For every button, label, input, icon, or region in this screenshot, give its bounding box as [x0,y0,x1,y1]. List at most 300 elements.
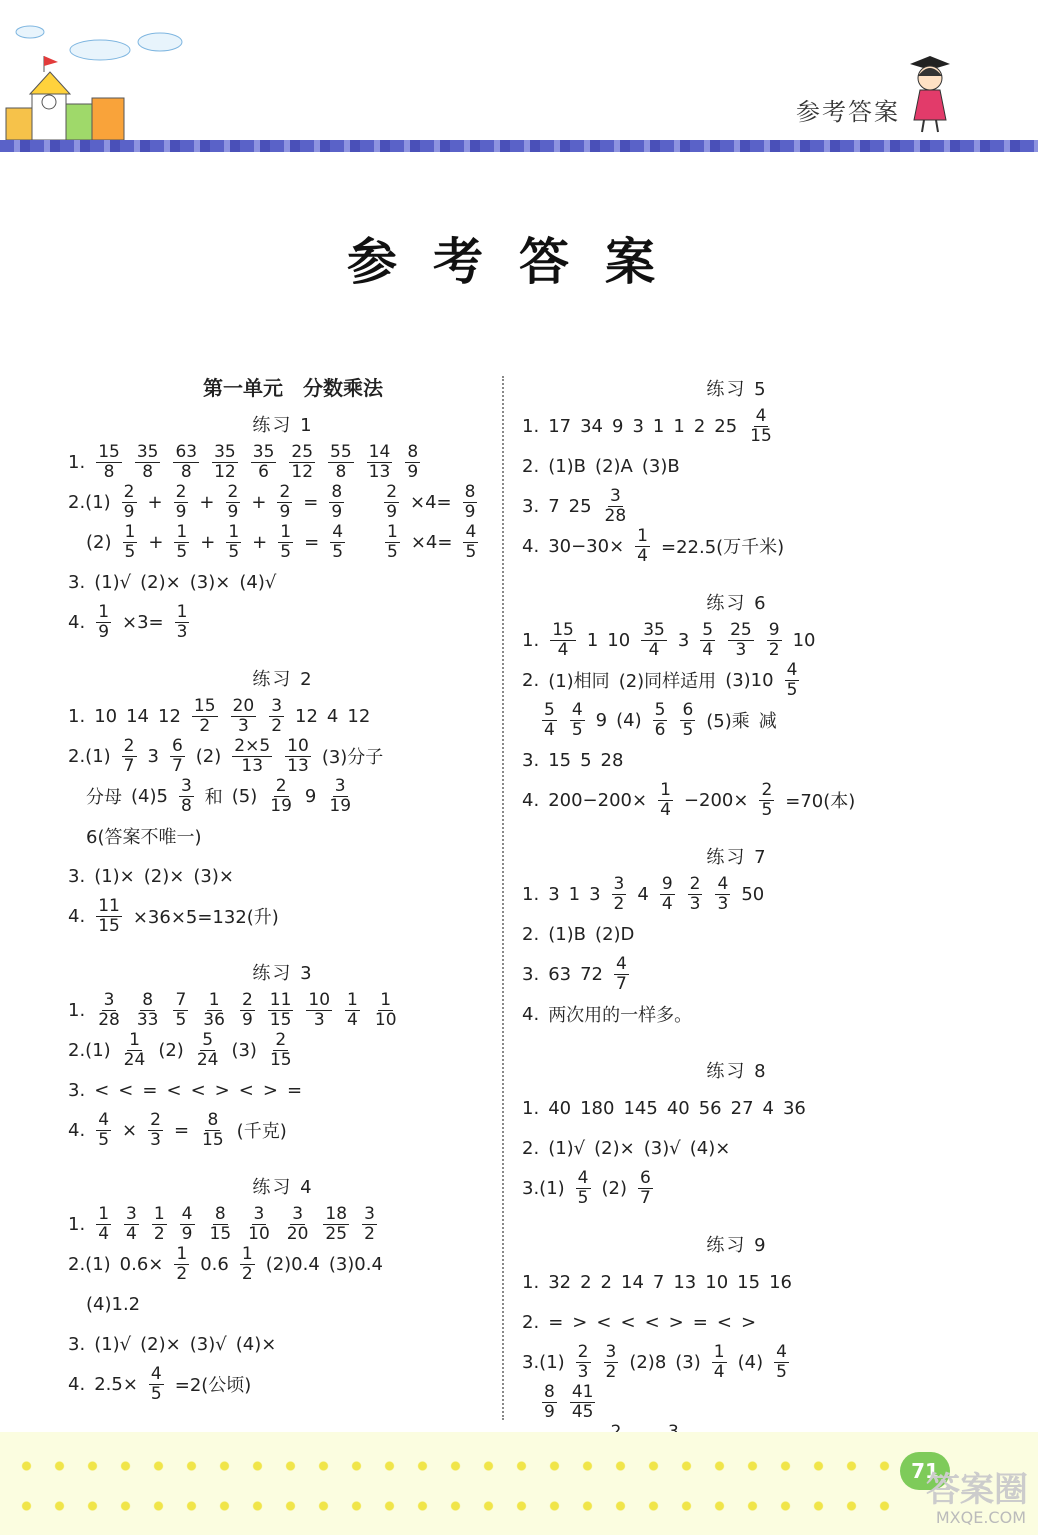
answer-text: + [252,531,268,553]
answer-text: = [173,1119,190,1141]
fraction-answer [249,443,279,482]
numerator: 1 [124,521,136,542]
answer-text: (2)同样适用 [618,671,717,692]
denominator: 28 [98,1009,120,1030]
fraction-answer [568,1383,598,1422]
fraction [240,1245,255,1284]
fraction-answer [403,443,422,482]
item-number: 1. [68,451,86,473]
fraction [362,1205,377,1244]
answer-text: < [118,1079,134,1101]
answer-text: 200−200× [548,789,648,811]
denominator: 2 [364,1223,375,1244]
denominator: 7 [171,755,183,776]
fraction-answer [574,1169,593,1208]
denominator: 20 [286,1223,309,1244]
fraction [542,1383,557,1422]
fraction [638,1169,653,1208]
header-title: 参考答案 [796,98,900,126]
fraction-answer [726,621,756,660]
answer-text: ×36×5=132(升) [132,907,279,928]
dot-row [10,1500,908,1512]
denominator: 4 [126,1223,137,1244]
answer-text: (3)B [641,455,680,477]
answer-text: > [740,1311,757,1333]
denominator: 2 [768,639,780,660]
denominator: 5 [98,1129,110,1150]
fraction [405,443,420,482]
fraction-answer [224,483,243,522]
fraction [149,1365,164,1404]
answer-line [68,522,498,562]
answer-text: 0.6× [119,1253,164,1275]
fraction [192,697,218,736]
denominator: 9 [241,1009,253,1030]
item-number: 1. [522,415,540,437]
fraction [700,621,715,660]
item-number: 3. [522,495,540,517]
fraction [195,1031,221,1070]
answer-text: (1)B [548,923,587,945]
fraction [174,523,189,562]
unit-title: 第一单元 分数乘法 [203,376,383,400]
answer-text: + [148,531,164,553]
item-number: 2.(1) [68,1039,111,1061]
denominator: 9 [386,501,398,522]
answer-text: < [716,1311,732,1333]
answer-text: 16 [769,1271,792,1293]
numerator: 2 [175,481,187,502]
fraction-answer [304,991,334,1030]
numerator: 20 [232,695,255,716]
section-title: 练习 6 [706,593,768,614]
fraction [268,777,294,816]
answer-line [522,1342,952,1382]
fraction-answer [783,661,802,700]
item-number: 1. [522,629,540,651]
denominator: 9 [175,501,187,522]
answer-text: (1)相同 [548,671,610,692]
denominator: 6 [654,719,666,740]
fraction-answer [328,523,347,562]
answer-text: 10 [705,1271,729,1293]
numerator: 1 [660,779,671,800]
fraction-answer [325,777,355,816]
fraction [269,697,284,736]
numerator: 1 [129,1029,140,1050]
fraction-answer [326,443,356,482]
numerator: 3 [609,485,621,506]
denominator: 9 [331,501,343,522]
fraction-answer [147,1365,166,1404]
answer-text: (2) [158,1039,184,1061]
answer-text: (3)10 [725,669,774,691]
numerator: 5 [702,619,714,640]
denominator: 2 [176,1263,188,1284]
numerator: 2 [386,481,398,502]
answer-text: (5)乘 [706,711,750,732]
answer-text: + [251,491,267,513]
fraction [174,1245,189,1284]
denominator: 2 [241,1263,253,1284]
answer-text: 1 [568,883,581,905]
fraction-answer [283,1205,313,1244]
numerator: 11 [98,895,120,916]
numerator: 3 [613,873,625,894]
answer-text: (2) [601,1177,627,1199]
fraction [604,1343,619,1382]
answer-text: (2)× [143,865,185,887]
answer-line [522,994,952,1034]
answer-line [522,700,952,740]
fraction-answer [568,701,587,740]
fraction-answer [461,483,480,522]
answer-text: 10 [792,629,816,651]
section-title: 练习 3 [252,963,314,984]
answer-line [68,736,498,776]
numerator: 4 [181,1203,193,1224]
fraction [550,621,576,660]
answer-text: (3) [675,1351,701,1373]
answer-text: 180 [580,1097,615,1119]
denominator: 2 [613,893,625,914]
denominator: 5 [571,719,583,740]
fraction-answer [206,1205,236,1244]
answer-line [522,1262,952,1302]
section-gap [68,642,498,660]
denominator: 33 [136,1009,159,1030]
answer-text: 3 [548,883,560,905]
answer-text: 12 [158,705,181,727]
numerator: 2 [577,1341,589,1362]
section-title: 练习 1 [252,415,314,436]
fraction-answer [757,781,776,820]
answer-text: (2)× [140,1333,181,1355]
fraction-answer [94,603,113,642]
fraction [268,1031,294,1070]
section-gap [68,936,498,954]
fraction [641,621,667,660]
fraction-answer [178,1205,197,1244]
denominator: 3 [689,893,701,914]
fraction [174,483,189,522]
fraction [278,523,293,562]
fraction [152,1205,167,1244]
item-number: 2. [522,455,540,477]
denominator: 3 [237,715,249,736]
answer-text: (3)× [193,865,234,887]
fraction [175,603,190,642]
answer-text: 27 [730,1097,754,1119]
answer-line [68,602,498,642]
denominator: 5 [682,719,694,740]
answer-text: (1)√ [94,1333,132,1355]
numerator: 4 [465,521,477,542]
answer-text: > [668,1311,684,1333]
numerator: 1 [176,521,188,542]
item-number: 2. [522,669,540,691]
fraction-answer [287,443,317,482]
denominator: 13 [287,755,309,776]
fraction [268,991,294,1030]
answer-text: =2(公顷) [174,1375,252,1396]
fraction-answer [172,1245,191,1284]
denominator: 28 [604,505,627,526]
item-number: 2. [522,1137,540,1159]
answer-text: 12 [295,705,318,727]
answer-line [68,816,498,856]
answer-text: 9 [612,415,624,437]
numerator: 1 [176,601,188,622]
answer-text: 4 [637,883,649,905]
numerator: 1 [713,1341,725,1362]
fraction-answer [171,443,201,482]
answer-line [522,406,952,446]
denominator: 5 [761,799,773,820]
answer-text: 15 [737,1271,761,1293]
answer-text: (1)√ [94,571,132,593]
item-number: 3. [522,963,540,985]
answer-text: 2 [580,1271,592,1293]
numerator: 4 [616,953,627,974]
answer-text: 13 [673,1271,697,1293]
answer-text: 72 [580,963,603,985]
item-number: 4. [522,1003,540,1025]
fraction-answer [601,487,631,526]
numerator: 35 [214,441,236,462]
denominator: 9 [98,621,110,642]
answer-text: + [147,491,163,513]
answer-text: > [214,1079,230,1101]
answer-line [522,740,952,780]
fraction-answer [633,527,652,566]
answer-text: ×3= [122,611,164,633]
item-number: 3. [68,1079,86,1101]
fraction-answer [244,1205,274,1244]
answer-text: ×4= [410,491,452,513]
section-title: 练习 8 [706,1061,768,1082]
numerator: 15 [193,695,216,716]
fraction-answer [382,483,401,522]
fraction [327,777,353,816]
denominator: 8 [180,795,192,816]
fraction [759,781,774,820]
denominator: 4 [637,545,648,566]
fraction-answer [574,1343,593,1382]
numerator: 5 [654,699,666,720]
numerator: 2 [761,779,773,800]
denominator: 13 [241,755,264,776]
denominator: 2 [271,715,283,736]
answer-line [522,874,952,914]
item-number: 3.(1) [522,1177,565,1199]
answer-text: = [286,1079,303,1101]
fraction-answer [602,1343,621,1382]
answer-text: 145 [623,1097,658,1119]
numerator: 1 [380,989,392,1010]
fraction-answer [612,955,631,994]
denominator: 7 [616,973,627,994]
fraction-answer [365,443,395,482]
numerator: 3 [126,1203,137,1224]
fraction-answer [171,991,190,1030]
answer-line [522,780,952,820]
answer-text [356,529,374,555]
denominator: 19 [329,795,352,816]
answer-line [68,482,498,522]
numerator: 8 [464,481,476,502]
answer-text: 10 [94,705,118,727]
answer-text: + [200,531,216,553]
fraction [367,443,393,482]
fraction [463,523,478,562]
fraction [384,483,399,522]
numerator: 15 [552,619,574,640]
item-number: 4. [522,789,540,811]
answer-text: 15 [548,749,572,771]
denominator: 3 [577,1361,589,1382]
denominator: 5 [280,541,292,562]
answer-text: 减 [758,711,777,732]
fraction [180,1205,195,1244]
fraction [653,701,668,740]
answer-text: (2)0.4 [265,1253,320,1275]
item-number: 1. [522,1271,540,1293]
answer-line [522,1128,952,1168]
item-number: 4. [68,1373,86,1395]
denominator: 5 [228,541,240,562]
numerator: 1 [98,1203,110,1224]
section-title: 练习 5 [706,379,768,400]
fraction [767,621,782,660]
answer-text: (4)× [235,1333,277,1355]
answer-line [522,620,952,660]
fraction [688,875,703,914]
answer-line [522,1088,952,1128]
fraction-answer [656,781,675,820]
denominator: 12 [214,461,236,482]
denominator: 15 [269,1049,292,1070]
item-number: 1. [522,883,540,905]
fraction [774,1343,789,1382]
denominator: 8 [103,461,115,482]
fraction-answer [275,483,294,522]
answer-text: 4 [762,1097,774,1119]
answer-text: 36 [782,1097,806,1119]
fraction-answer [321,1205,351,1244]
numerator: 3 [605,1341,617,1362]
answer-text: (4) [616,709,642,731]
denominator: 3 [717,893,729,914]
fraction [135,443,161,482]
fraction [96,897,122,936]
item-number: 3. [68,571,86,593]
numerator: 35 [252,441,275,462]
denominator: 9 [464,501,476,522]
numerator: 10 [287,735,309,756]
answer-text: 1 [586,629,599,651]
fraction [328,443,354,482]
answer-line [522,954,952,994]
denominator: 4 [98,1223,110,1244]
fraction-answer [133,443,163,482]
item-number: 4. [68,905,86,927]
fraction [201,991,227,1030]
fraction [246,1205,272,1244]
numerator: 55 [330,441,352,462]
fraction [96,1205,111,1244]
fraction-answer [360,1205,379,1244]
numerator: 3 [180,775,192,796]
answer-text: 28 [600,749,624,771]
fraction-answer [150,1205,169,1244]
numerator: 63 [175,441,198,462]
denominator: 7 [123,755,135,776]
fraction-answer [193,1031,223,1070]
item-number: 3. [522,749,540,771]
answer-line [68,896,498,936]
fraction [208,1205,234,1244]
item-number: 1. [68,705,86,727]
answer-line [68,1284,498,1324]
answer-line [522,1302,952,1342]
fraction [330,523,345,562]
answer-text: < [166,1079,182,1101]
answer-text: (3) [231,1039,257,1061]
numerator: 1 [153,1203,165,1224]
numerator: 3 [103,989,115,1010]
answer-text: (2)A [595,455,633,477]
fraction [232,737,272,776]
item-number: 3. [68,1333,86,1355]
answer-text: (1)√ [548,1137,586,1159]
fraction-answer [94,1205,113,1244]
fraction [173,443,199,482]
fraction [285,737,311,776]
denominator: 2 [153,1223,165,1244]
denominator: 5 [786,679,798,700]
page-footer [0,1432,1038,1535]
denominator: 15 [202,1129,224,1150]
numerator: 3 [334,775,346,796]
item-number: 1. [522,1097,540,1119]
answer-line [68,776,498,816]
answer-text: (2) [195,745,222,767]
numerator: 3 [271,695,283,716]
fraction [635,527,650,566]
fraction-answer [199,991,229,1030]
answer-text: 50 [741,883,765,905]
numerator: 6 [171,735,183,756]
denominator: 3 [150,1129,161,1150]
denominator: 5 [332,541,344,562]
answer-text: < [94,1079,110,1101]
fraction [122,483,137,522]
denominator: 7 [640,1187,651,1208]
denominator: 10 [374,1009,397,1030]
fraction-answer [120,737,139,776]
answer-text: 2 [693,415,706,437]
fraction [785,661,800,700]
item-number: 4. [68,611,86,633]
answer-text: + [199,491,215,513]
answer-text: (3)0.4 [328,1253,383,1275]
numerator: 3 [253,1203,265,1224]
denominator: 45 [571,1401,594,1422]
right-column [522,370,952,1462]
fraction-answer [190,697,220,736]
answer-line [68,856,498,896]
